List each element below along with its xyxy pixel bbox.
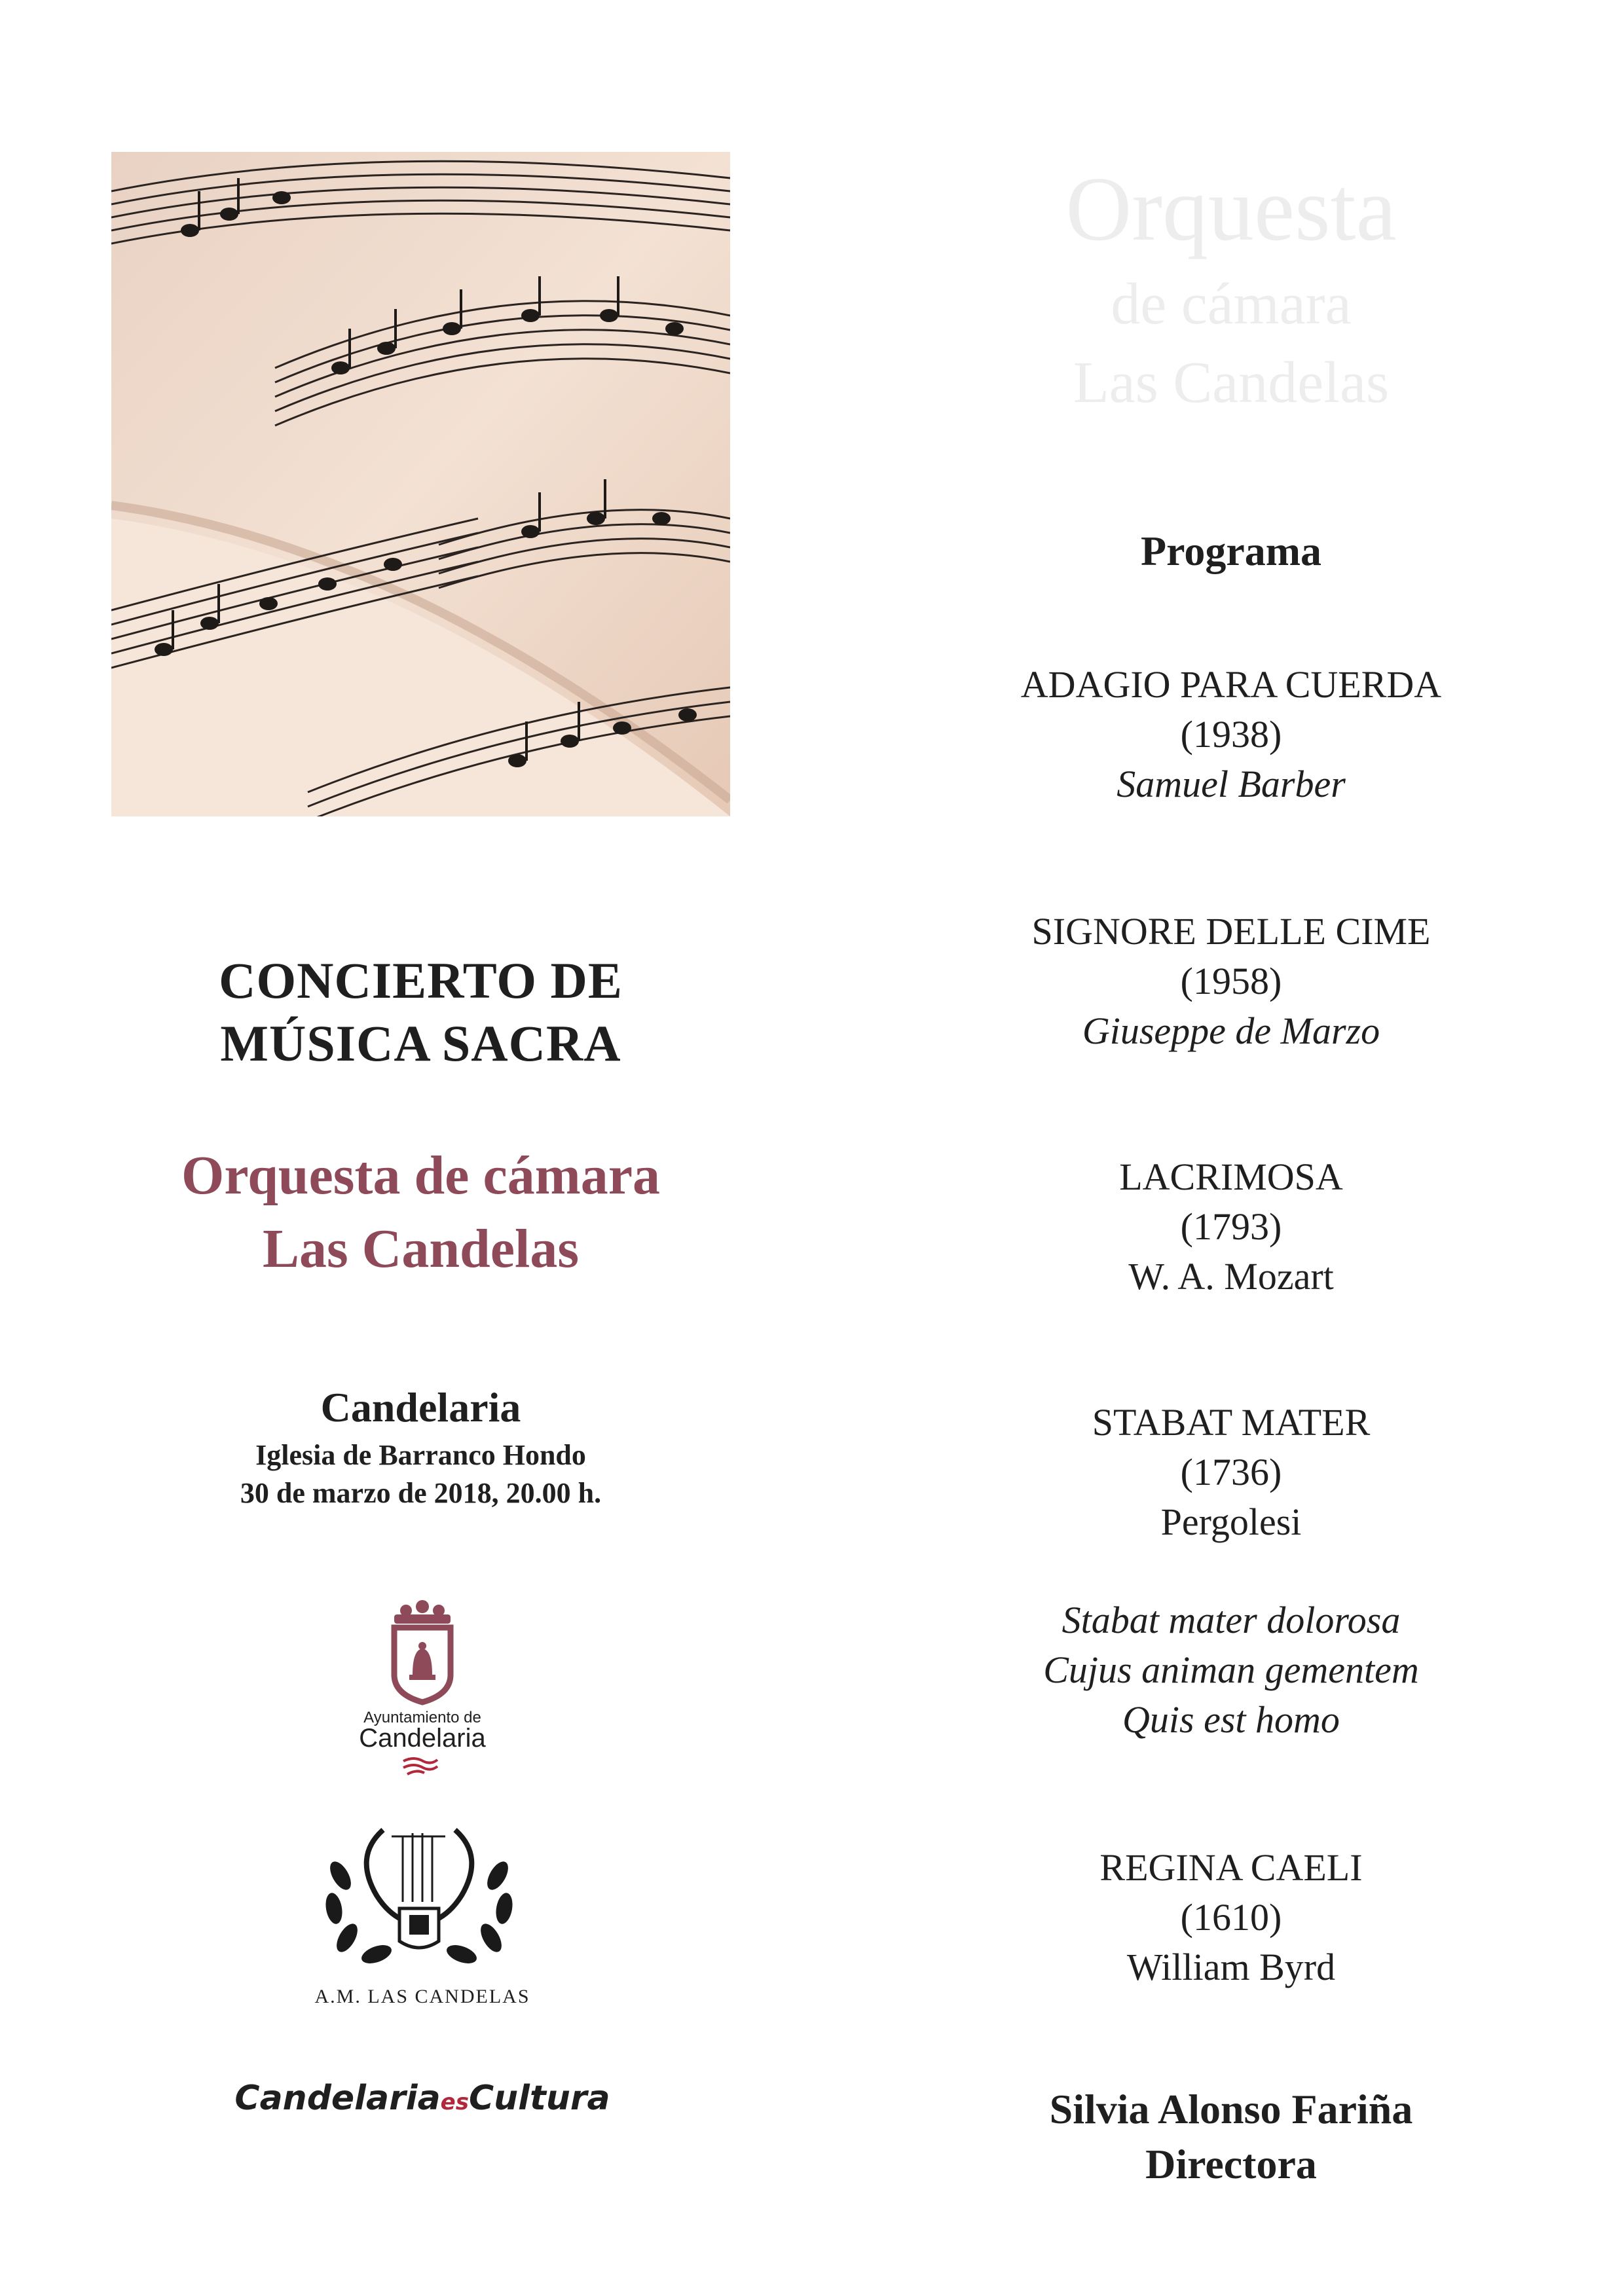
- venue-date: 30 de marzo de 2018, 20.00 h.: [240, 1477, 602, 1509]
- piece-year: (1736): [1180, 1451, 1282, 1493]
- venue-city: Candelaria: [320, 1384, 521, 1430]
- ayuntamiento-name: Candelaria: [359, 1724, 486, 1753]
- concert-title-line1: CONCIERTO DE: [219, 952, 623, 1009]
- director-role: Directora: [1145, 2141, 1317, 2187]
- orchestra-title-line2: Las Candelas: [262, 1218, 580, 1279]
- watermark-title-line3: Las Candelas: [1073, 350, 1390, 415]
- cultura-logo-part1: Candelaria: [234, 2079, 441, 2118]
- orchestra-title: [111, 1139, 730, 1286]
- piece-year: (1610): [1180, 1896, 1282, 1939]
- piece-composer: William Byrd: [1126, 1946, 1336, 1988]
- stabat-movements: [904, 1595, 1559, 1745]
- piece-title: SIGNORE DELLE CIME: [1031, 910, 1431, 953]
- piece-year: (1793): [1180, 1205, 1282, 1248]
- program-piece: [904, 907, 1559, 1056]
- watermark-title-line1: Orquesta: [1065, 158, 1397, 260]
- piece-title: ADAGIO PARA CUERDA: [1020, 663, 1442, 706]
- ayuntamiento-shield-icon: [314, 1597, 530, 1709]
- concert-title: [111, 949, 730, 1075]
- cultura-logo-part3: Cultura: [468, 2079, 610, 2118]
- lyre-laurel-emblem-icon: [314, 1817, 524, 1967]
- movement-line: Stabat mater dolorosa: [1061, 1599, 1401, 1641]
- piece-composer: Samuel Barber: [1116, 763, 1346, 805]
- piece-year: (1938): [1180, 713, 1282, 756]
- programa-heading: Programa: [1140, 528, 1322, 574]
- piece-title: STABAT MATER: [1092, 1401, 1371, 1444]
- sheet-music-photo: [111, 152, 730, 816]
- program-piece: [904, 660, 1559, 809]
- candelaria-es-cultura-logo: [223, 2075, 622, 2125]
- program-piece: [904, 1398, 1559, 1547]
- concert-title-line2: MÚSICA SACRA: [220, 1015, 621, 1072]
- piece-composer: Giuseppe de Marzo: [1082, 1010, 1380, 1052]
- association-label: A.M. LAS CANDELAS: [314, 1986, 530, 2007]
- cultura-logo-part2: es: [440, 2089, 469, 2115]
- piece-title: REGINA CAELI: [1099, 1846, 1363, 1889]
- movement-line: Cujus animan gementem: [1043, 1649, 1419, 1691]
- venue-place: Iglesia de Barranco Hondo: [255, 1439, 586, 1471]
- orchestra-title-line1: Orquesta de cámara: [181, 1145, 661, 1206]
- piece-composer: W. A. Mozart: [1128, 1255, 1334, 1298]
- watermark-title-line2: de cámara: [1111, 272, 1352, 337]
- piece-year: (1958): [1180, 960, 1282, 1002]
- program-piece: [904, 1843, 1559, 1992]
- movement-line: Quis est homo: [1122, 1698, 1340, 1741]
- program-piece: [904, 1152, 1559, 1302]
- director-name: Silvia Alonso Fariña: [1049, 2086, 1413, 2132]
- ayuntamiento-label: Ayuntamiento de: [363, 1709, 481, 1726]
- piece-composer: Pergolesi: [1160, 1501, 1302, 1543]
- piece-title: LACRIMOSA: [1119, 1156, 1343, 1198]
- ayuntamiento-waves-icon: [401, 1756, 440, 1776]
